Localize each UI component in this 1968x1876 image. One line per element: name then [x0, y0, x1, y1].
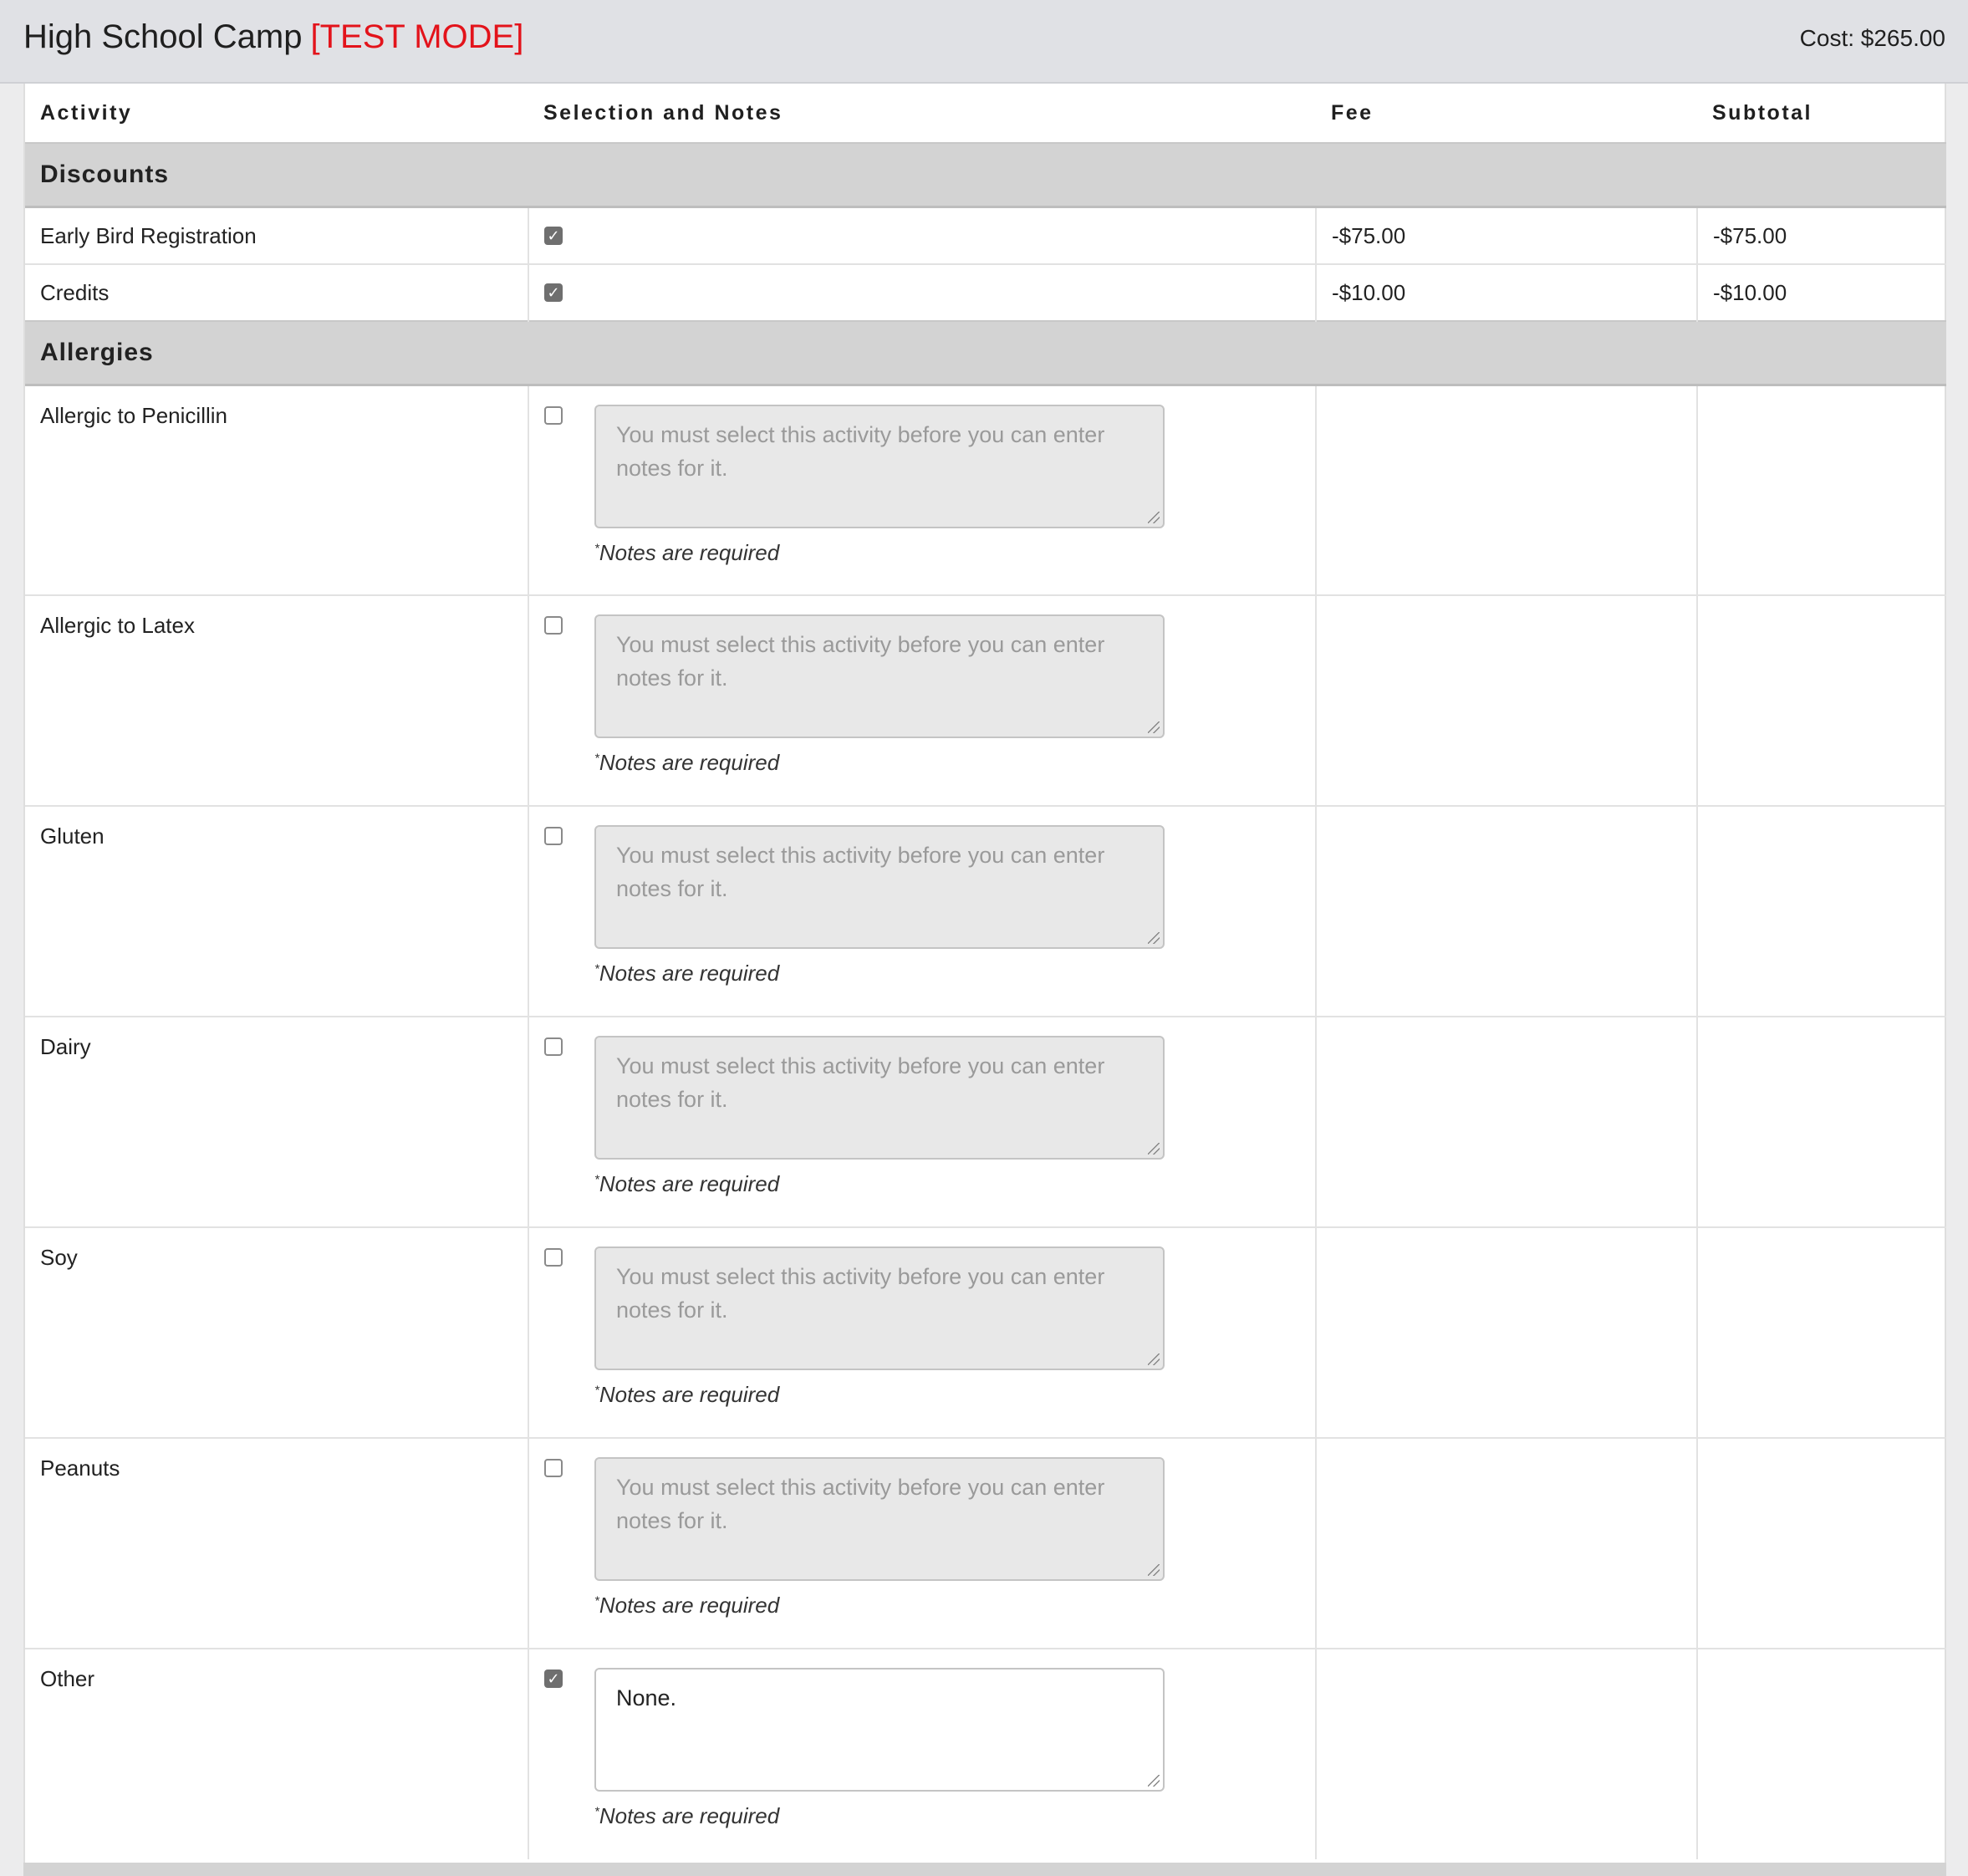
camp-name: High School Camp: [23, 18, 303, 55]
subtotal-cell: [1697, 1017, 1946, 1227]
activity-name: Credits: [25, 264, 528, 321]
selection-cell: [528, 207, 1316, 264]
total-cost: Cost: $265.00: [1799, 25, 1945, 51]
table-row: [25, 1227, 1946, 1438]
activities-sheet: [23, 84, 1946, 1876]
selection-cell: [528, 385, 1316, 595]
checkbox-checked[interactable]: ✓: [544, 227, 563, 245]
fee-cell: [1316, 385, 1697, 595]
checkbox-unchecked[interactable]: [544, 1037, 563, 1056]
notes-required-hint: *Notes are required: [594, 1171, 780, 1196]
resize-grip-icon[interactable]: [1148, 1775, 1160, 1787]
activity-name: Gluten: [25, 806, 528, 1017]
table-row: [25, 806, 1946, 1017]
test-mode-label: [TEST MODE]: [310, 18, 524, 55]
notes-required-hint: *Notes are required: [594, 1803, 780, 1828]
subtotal-cell: [1697, 806, 1946, 1017]
selection-cell: [528, 595, 1316, 806]
activity-name: Early Bird Registration: [25, 207, 528, 264]
table-row: [25, 1017, 1946, 1227]
notes-required-hint: *Notes are required: [594, 1382, 780, 1407]
selection-cell: [528, 1017, 1316, 1227]
notes-required-hint: *Notes are required: [594, 1593, 780, 1618]
selection-cell: [528, 264, 1316, 321]
fee-cell: [1316, 806, 1697, 1017]
group-label: Allergies: [25, 321, 1946, 385]
notes-required-hint: *Notes are required: [594, 961, 780, 986]
resize-grip-icon[interactable]: [1148, 512, 1160, 523]
activity-name: Other: [25, 1649, 528, 1859]
page-title: [23, 18, 523, 56]
subtotal-cell: [1697, 1227, 1946, 1438]
notes-required-hint: *Notes are required: [594, 539, 780, 565]
resize-grip-icon[interactable]: [1148, 1564, 1160, 1576]
column-header-selection: Selection and Notes: [543, 100, 783, 125]
notes-group: [594, 1668, 1165, 1829]
checkbox-unchecked[interactable]: [544, 1459, 563, 1477]
fee-cell: [1316, 1227, 1697, 1438]
subtotal-value: -$75.00: [1697, 207, 1946, 264]
notes-group: [594, 405, 1165, 566]
required-text: Notes are required: [599, 1593, 780, 1618]
fee-cell: [1316, 1438, 1697, 1649]
table-row: [25, 264, 1946, 321]
subtotal-cell: [1697, 1438, 1946, 1649]
notes-textarea-disabled[interactable]: You must select this activity before you can enter notes for it.: [594, 1457, 1165, 1581]
table-header-row: [25, 84, 1946, 143]
notes-textarea-disabled[interactable]: You must select this activity before you can enter notes for it.: [594, 1036, 1165, 1160]
column-header-fee: Fee: [1331, 100, 1374, 125]
activity-name: Peanuts: [25, 1438, 528, 1649]
table-row: [25, 207, 1946, 264]
notes-textarea-disabled[interactable]: You must select this activity before you can enter notes for it.: [594, 1246, 1165, 1370]
checkbox-unchecked[interactable]: [544, 616, 563, 635]
checkbox-unchecked[interactable]: [544, 827, 563, 845]
table-row: [25, 595, 1946, 806]
selection-cell: [528, 1227, 1316, 1438]
checkbox-checked[interactable]: ✓: [544, 283, 563, 302]
notes-textarea-disabled[interactable]: You must select this activity before you can enter notes for it.: [594, 825, 1165, 949]
next-group-bar: [23, 1863, 1946, 1876]
notes-group: [594, 1036, 1165, 1197]
notes-group: [594, 1246, 1165, 1408]
group-label: Discounts: [25, 143, 1946, 207]
required-text: Notes are required: [599, 1382, 780, 1407]
column-header-subtotal: Subtotal: [1712, 100, 1812, 125]
fee-value: -$10.00: [1316, 264, 1697, 321]
required-text: Notes are required: [599, 1803, 780, 1828]
activity-name: Allergic to Latex: [25, 595, 528, 806]
page-header: [0, 0, 1968, 84]
table-row: [25, 1438, 1946, 1649]
subtotal-value: -$10.00: [1697, 264, 1946, 321]
required-text: Notes are required: [599, 750, 780, 775]
resize-grip-icon[interactable]: [1148, 1353, 1160, 1365]
notes-group: [594, 614, 1165, 776]
group-row-allergies: [25, 321, 1946, 385]
notes-group: [594, 1457, 1165, 1619]
table-row: [25, 1649, 1946, 1859]
checkbox-unchecked[interactable]: [544, 1248, 563, 1267]
table-row: [25, 385, 1946, 595]
subtotal-cell: [1697, 1649, 1946, 1859]
fee-cell: [1316, 1649, 1697, 1859]
required-text: Notes are required: [599, 961, 780, 986]
resize-grip-icon[interactable]: [1148, 1143, 1160, 1155]
checkbox-checked[interactable]: ✓: [544, 1670, 563, 1688]
notes-textarea-disabled[interactable]: You must select this activity before you can enter notes for it.: [594, 614, 1165, 738]
checkbox-unchecked[interactable]: [544, 406, 563, 425]
notes-required-hint: *Notes are required: [594, 750, 780, 775]
group-row-discounts: [25, 143, 1946, 207]
subtotal-cell: [1697, 385, 1946, 595]
selection-cell: [528, 806, 1316, 1017]
notes-group: [594, 825, 1165, 986]
selection-cell: [528, 1438, 1316, 1649]
fee-value: -$75.00: [1316, 207, 1697, 264]
activity-name: Soy: [25, 1227, 528, 1438]
resize-grip-icon[interactable]: [1148, 932, 1160, 944]
required-text: Notes are required: [599, 1171, 780, 1196]
activity-name: Dairy: [25, 1017, 528, 1227]
column-header-activity: Activity: [40, 100, 133, 125]
notes-textarea[interactable]: None.: [594, 1668, 1165, 1792]
selection-cell: [528, 1649, 1316, 1859]
notes-textarea-disabled[interactable]: You must select this activity before you can enter notes for it.: [594, 405, 1165, 528]
required-text: Notes are required: [599, 539, 780, 565]
activities-table: [25, 84, 1946, 1859]
fee-cell: [1316, 595, 1697, 806]
resize-grip-icon[interactable]: [1148, 721, 1160, 733]
subtotal-cell: [1697, 595, 1946, 806]
fee-cell: [1316, 1017, 1697, 1227]
activity-name: Allergic to Penicillin: [25, 385, 528, 595]
